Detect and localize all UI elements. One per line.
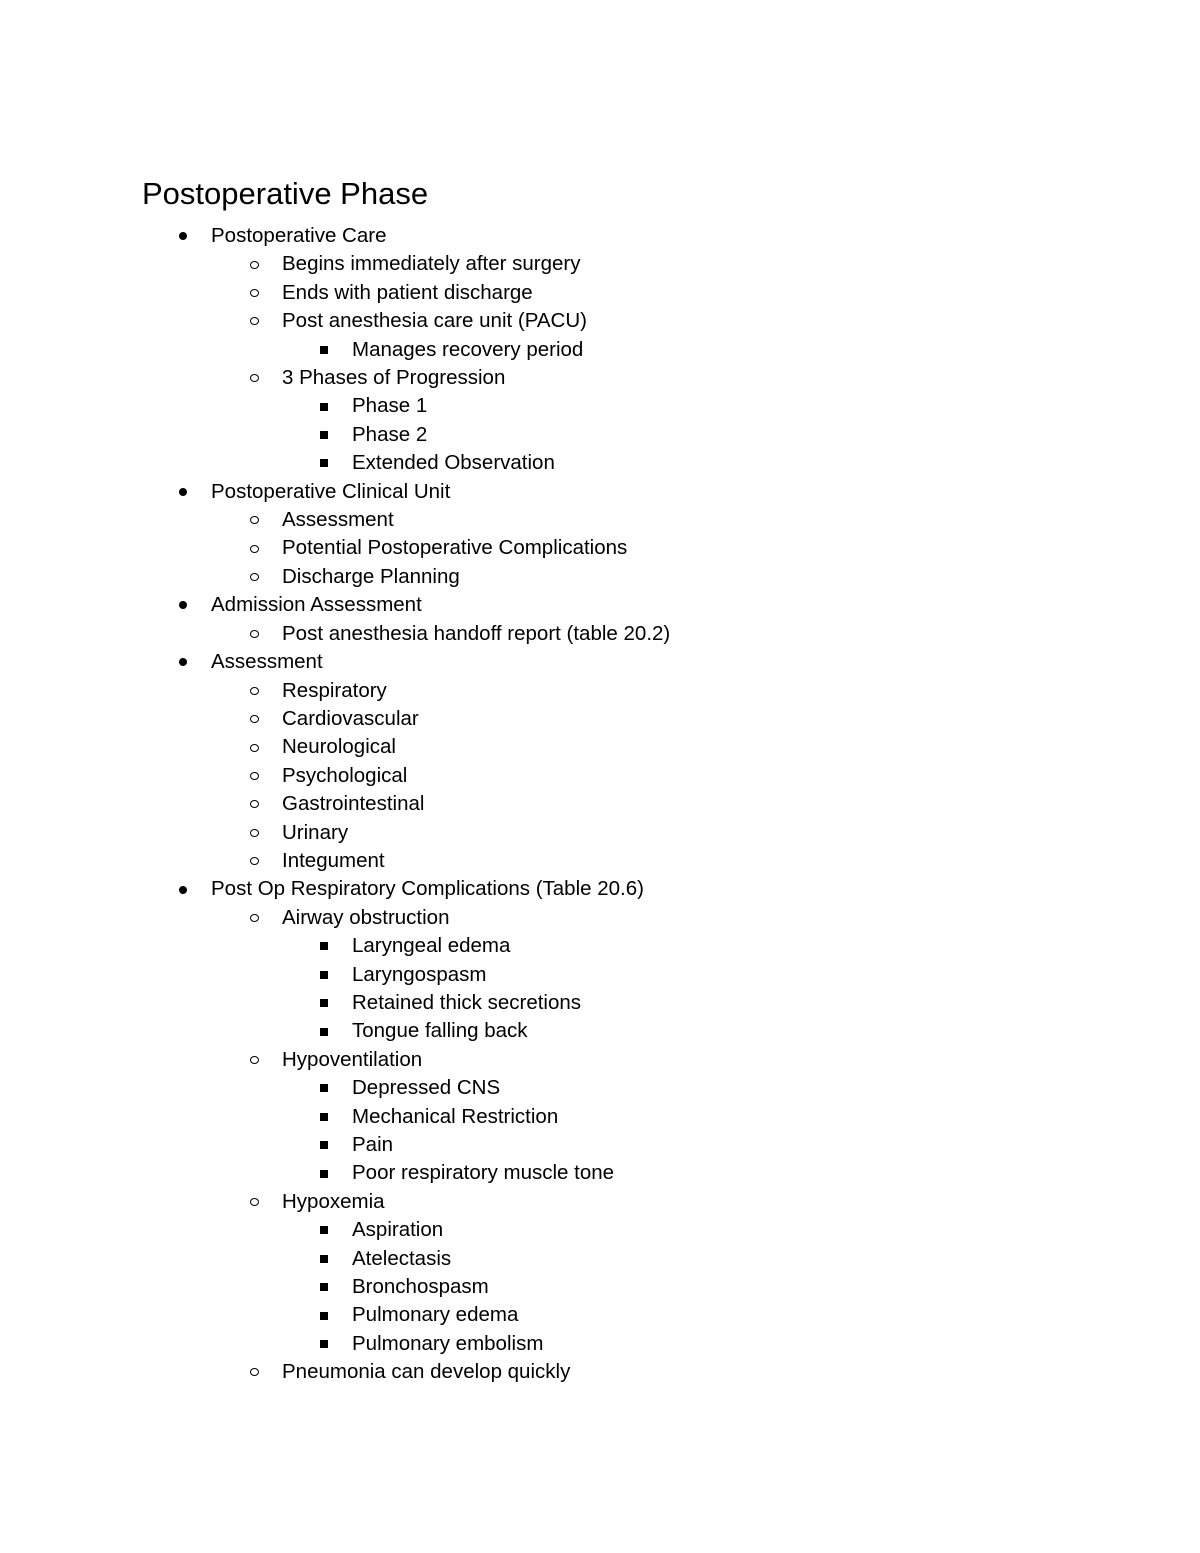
list-item-text: Airway obstruction bbox=[282, 905, 450, 929]
circle-bullet-icon bbox=[248, 677, 260, 705]
square-bullet-icon bbox=[318, 392, 330, 420]
square-bullet-icon bbox=[318, 1330, 330, 1358]
square-bullet-icon bbox=[318, 932, 330, 960]
circle-bullet-icon bbox=[248, 790, 260, 818]
square-bullet-icon bbox=[318, 1103, 330, 1131]
square-bullet-icon bbox=[318, 1017, 330, 1045]
list-item-text: Urinary bbox=[282, 820, 349, 844]
circle-bullet-icon bbox=[248, 620, 260, 648]
list-item-text: Poor respiratory muscle tone bbox=[352, 1161, 615, 1185]
square-bullet-icon bbox=[318, 1216, 330, 1244]
circle-bullet-icon bbox=[248, 733, 260, 761]
list-item-text: Post anesthesia care unit (PACU) bbox=[282, 309, 587, 333]
list-item-text: Neurological bbox=[282, 735, 396, 759]
list-item-text: Hypoventilation bbox=[282, 1047, 423, 1071]
list-item-text: Depressed CNS bbox=[352, 1076, 501, 1100]
square-bullet-icon bbox=[318, 336, 330, 364]
disc-bullet-icon bbox=[177, 591, 189, 619]
list-item-text: Gastrointestinal bbox=[282, 792, 425, 816]
list-item-text: Cardiovascular bbox=[282, 706, 419, 730]
list-item-text: Ends with patient discharge bbox=[282, 280, 533, 304]
square-bullet-icon bbox=[318, 1245, 330, 1273]
list-item-text: Manages recovery period bbox=[352, 337, 584, 361]
circle-bullet-icon bbox=[248, 534, 260, 562]
circle-bullet-icon bbox=[248, 364, 260, 392]
list-item-text: Postoperative Care bbox=[211, 224, 387, 247]
disc-bullet-icon bbox=[177, 875, 189, 903]
circle-bullet-icon bbox=[248, 819, 260, 847]
list-item-text: Post anesthesia handoff report (table 20.2) bbox=[282, 621, 671, 645]
list-item-text: Admission Assessment bbox=[211, 593, 422, 617]
square-bullet-icon bbox=[318, 421, 330, 449]
list-item-text: Discharge Planning bbox=[282, 564, 460, 588]
square-bullet-icon bbox=[318, 1273, 330, 1301]
list-item-text: Pain bbox=[352, 1133, 394, 1156]
list-item-text: 3 Phases of Progression bbox=[282, 366, 506, 390]
square-bullet-icon bbox=[318, 449, 330, 477]
list-item-text: Extended Observation bbox=[352, 451, 555, 475]
square-bullet-icon bbox=[318, 961, 330, 989]
list-item-text: Assessment bbox=[211, 650, 323, 674]
circle-bullet-icon bbox=[248, 307, 260, 335]
square-bullet-icon bbox=[318, 1131, 330, 1159]
list-item-text: Begins immediately after surgery bbox=[282, 252, 581, 276]
square-bullet-icon bbox=[318, 1159, 330, 1187]
list-item-text: Atelectasis bbox=[352, 1246, 452, 1270]
circle-bullet-icon bbox=[248, 705, 260, 733]
disc-bullet-icon bbox=[177, 478, 189, 506]
list-item-text: Phase 1 bbox=[352, 394, 428, 418]
circle-bullet-icon bbox=[248, 250, 260, 278]
list-item-text: Retained thick secretions bbox=[352, 990, 582, 1014]
circle-bullet-icon bbox=[248, 904, 260, 932]
circle-bullet-icon bbox=[248, 563, 260, 591]
list-item-text: Aspiration bbox=[352, 1218, 444, 1242]
circle-bullet-icon bbox=[248, 762, 260, 790]
list-item-text: Pulmonary embolism bbox=[352, 1331, 544, 1355]
list-item-text: Pulmonary edema bbox=[352, 1303, 519, 1327]
disc-bullet-icon bbox=[177, 648, 189, 676]
list-item-text: Postoperative Clinical Unit bbox=[211, 479, 451, 503]
list-item-text: Laryngeal edema bbox=[352, 934, 511, 958]
list-item-text: Laryngospasm bbox=[352, 962, 487, 986]
list-item-text: Integument bbox=[282, 848, 385, 872]
list-item-text: Mechanical Restriction bbox=[352, 1104, 559, 1128]
circle-bullet-icon bbox=[248, 506, 260, 534]
list-item-text: Hypoxemia bbox=[282, 1189, 385, 1213]
list-item-text: Phase 2 bbox=[352, 422, 428, 446]
square-bullet-icon bbox=[318, 1301, 330, 1329]
list-item-text: Tongue falling back bbox=[352, 1019, 528, 1043]
circle-bullet-icon bbox=[248, 1046, 260, 1074]
circle-bullet-icon bbox=[248, 847, 260, 875]
square-bullet-icon bbox=[318, 1074, 330, 1102]
list-item-text: Post Op Respiratory Complications (Table 20.6) bbox=[211, 877, 644, 901]
circle-bullet-icon bbox=[248, 1188, 260, 1216]
circle-bullet-icon bbox=[248, 1358, 260, 1386]
list-item-text: Respiratory bbox=[282, 678, 387, 702]
list-item-text: Bronchospasm bbox=[352, 1275, 489, 1299]
circle-bullet-icon bbox=[248, 279, 260, 307]
square-bullet-icon bbox=[318, 989, 330, 1017]
list-item-text: Assessment bbox=[282, 508, 394, 532]
list-item-text: Pneumonia can develop quickly bbox=[282, 1360, 571, 1384]
list-item-text: Psychological bbox=[282, 763, 408, 787]
list-item-text: Potential Postoperative Complications bbox=[282, 536, 628, 560]
disc-bullet-icon bbox=[177, 222, 189, 250]
page-title: Postoperative Phase bbox=[142, 176, 429, 211]
